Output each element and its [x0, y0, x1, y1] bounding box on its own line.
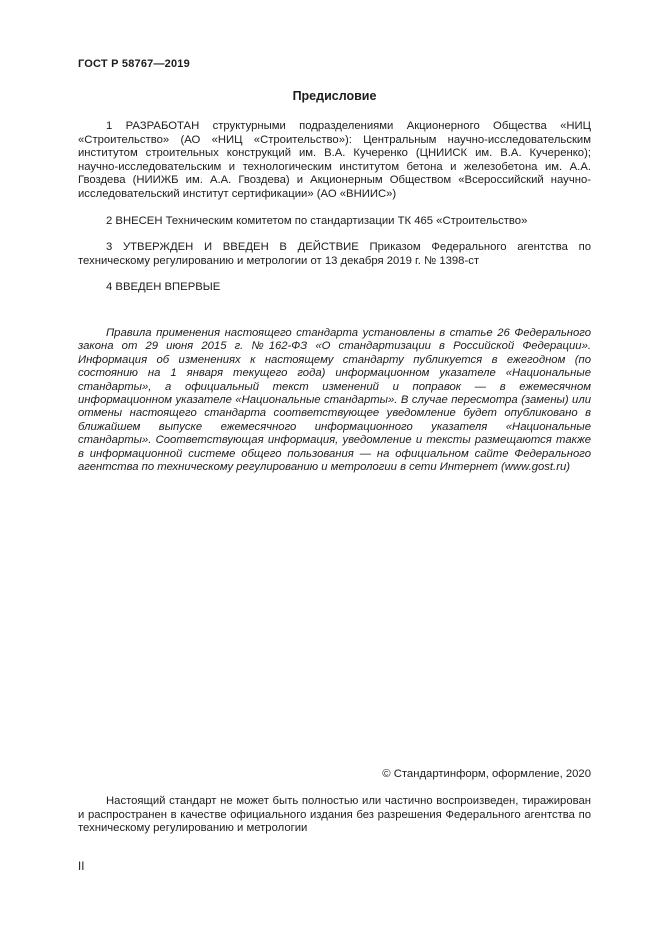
application-rules-note: Правила применения настоящего стандарта установлены в статье 26 Федерального закона от 29 июня 2015 г. №162-ФЗ «О стандартизации в Российской Федерации». Информация об изменениях к настоящему стандарту публикуется в ежегодном (по состоянию на 1 января текущего года) информационном указателе «Национальные стандарты», а официальный текст изменений и поправок — в ежемесячном информационном указателе «Национальные стандарты». В случае пересмотра (замены) или отмены настоящего стандарта соответствующее уведомление будет опубликовано в ближайшем выпуске ежемесячного информационного указателя «Национальные стандарты». Соответствующая информация, уведомление и тексты размещаются также в информационной системе общего пользования — на официальном сайте Федерального агентства по техническому регулированию и метрологии в сети Интернет (www.gost.ru) — [78, 326, 591, 473]
page-content — [78, 58, 591, 486]
foreword-paragraph-4: 4 ВВЕДЕН ВПЕРВЫЕ — [106, 281, 221, 294]
foreword-paragraph-2: 2 ВНЕСЕН Техническим комитетом по стандартизации ТК 465 «Строительство» — [106, 214, 528, 227]
doc-number: ГОСТ Р 58767—2019 — [78, 58, 190, 70]
copyright-notice: © Стандартинформ, оформление, 2020 — [382, 768, 591, 780]
foreword-paragraph-3: 3 УТВЕРЖДЕН И ВВЕДЕН В ДЕЙСТВИЕ Приказом Федерального агентства по техническому регулированию и метрологии от 13 декабря 2019 г. № 1398-ст — [78, 241, 591, 267]
reproduction-restriction-note: Настоящий стандарт не может быть полностью или частично воспроизведен, тиражирован и распространен в качестве официального издания без разрешения Федерального агентства по техническому регулированию и метрологии — [78, 795, 591, 835]
foreword-paragraph-1: 1 РАЗРАБОТАН структурными подразделениями Акционерного Общества «НИЦ «Строительство» (АО «НИЦ «Строительство»): Центральным научно-исследовательским институтом строительных конструкций им. В.А. Кучеренко (ЦНИИСК им. В.А. Кучеренко); научно-исследовательским и технологическим институтом бетона и железобетона им. А.А. Гвоздева (НИИЖБ им. А.А. Гвоздева) и Акционерным Обществом «Всероссийский научно-исследовательский институт сертификации» (АО «ВНИИС») — [78, 120, 591, 200]
page-number: II — [78, 861, 85, 873]
section-title: Предисловие — [292, 89, 377, 103]
